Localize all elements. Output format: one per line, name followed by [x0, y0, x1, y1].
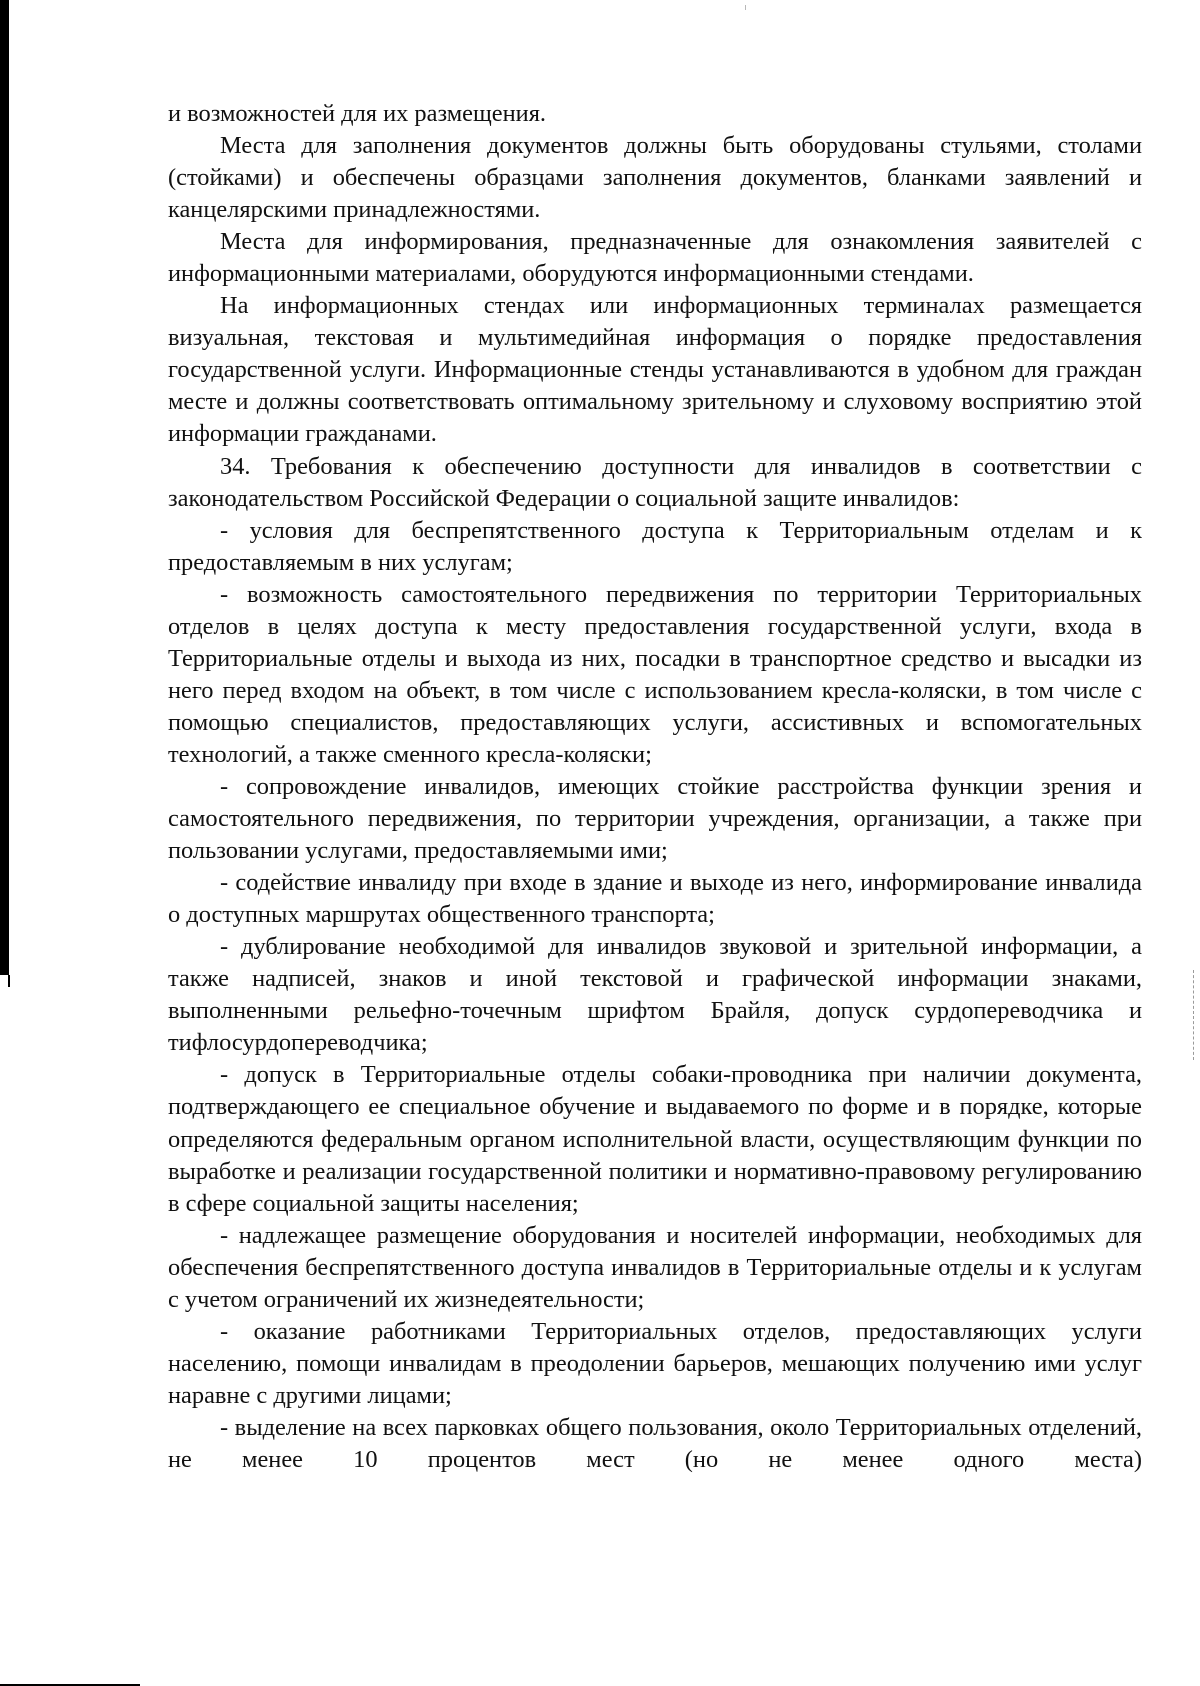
list-item-independent-movement: - возможность самостоятельного передвижения по территории Территориальных отделов в целях доступа к месту предоставления государственной услуги, входа в Территориальные отделы и выхода из них, посадки в транспортное средство и высадки из него перед входом на объект, в том числе с использованием кресла-коляски, в том числе с помощью специалистов, предоставляющих услуги, ассистивных и вспомогательных технологий, а также сменного кресла-коляски;: [168, 580, 1142, 768]
list-item-staff-help: - оказание работниками Территориальных отделов, предоставляющих услуги населению, помощи инвалидам в преодолении барьеров, мешающих получению ими услуг наравне с другими лицами;: [168, 1317, 1142, 1409]
list-item-guide-dog: - допуск в Территориальные отделы собаки-проводника при наличии документа, подтверждающего ее специальное обучение и выдаваемого по форме и в порядке, которые определяются федеральным органом исполнительной власти, осуществляющим функции по выработке и реализации государственной политики и нормативно-правовому регулированию в сфере социальной защиты населения;: [168, 1061, 1142, 1217]
document-body: [168, 98, 1142, 1476]
paragraph-continuation: и возможностей для их размещения.: [168, 100, 547, 127]
paragraph-information-places: Места для информирования, предназначенные для ознакомления заявителей с информационными материалами, оборудуются информационными стендами.: [168, 228, 1142, 288]
paragraph-information-stands: На информационных стендах или информационных терминалах размещается визуальная, текстовая и мультимедийная информация о порядке предоставления государственной услуги. Информационные стенды устанавливаются в удобном для граждан месте и должны соответствовать оптимальному зрительному и слуховому восприятию этой информации гражданами.: [168, 292, 1142, 448]
scan-border-left-tail: [8, 975, 10, 987]
scan-artifact-top: [745, 5, 746, 10]
list-item-information-duplication: - дублирование необходимой для инвалидов звуковой и зрительной информации, а также надписей, знаков и иной текстовой и графической информации знаками, выполненными рельефно-точечным шрифтом Брайля, допуск сурдопереводчика и тифлосурдопереводчика;: [168, 933, 1142, 1057]
paragraph-item-34: 34. Требования к обеспечению доступности для инвалидов в соответствии с законодательством Российской Федерации о социальной защите инвалидов:: [168, 452, 1142, 512]
scan-artifact-right: [1193, 970, 1195, 1060]
list-item-escort: - сопровождение инвалидов, имеющих стойкие расстройства функции зрения и самостоятельного передвижения, по территории учреждения, организации, а также при пользовании услугами, предоставляемыми ими;: [168, 772, 1142, 865]
list-item-equipment-placement: - надлежащее размещение оборудования и носителей информации, необходимых для обеспечения беспрепятственного доступа инвалидов в Территориальные отделы и к услугам с учетом ограничений их жизнедеятельности;: [168, 1221, 1142, 1313]
list-item-unobstructed-access: - условия для беспрепятственного доступа к Территориальным отделам и к предоставляемым в них услугам;: [168, 516, 1142, 576]
list-item-assistance: - содействие инвалиду при входе в здание и выходе из него, информирование инвалида о доступных маршрутах общественного транспорта;: [168, 869, 1142, 929]
scan-border-left: [0, 0, 9, 975]
list-item-parking: - выделение на всех парковках общего пользования, около Территориальных отделений, не менее 10 процентов мест (но не менее одного места): [168, 1413, 1142, 1473]
paragraph-filling-places: Места для заполнения документов должны быть оборудованы стульями, столами (стойками) и обеспечены образцами заполнения документов, бланками заявлений и канцелярскими принадлежностями.: [168, 132, 1142, 224]
